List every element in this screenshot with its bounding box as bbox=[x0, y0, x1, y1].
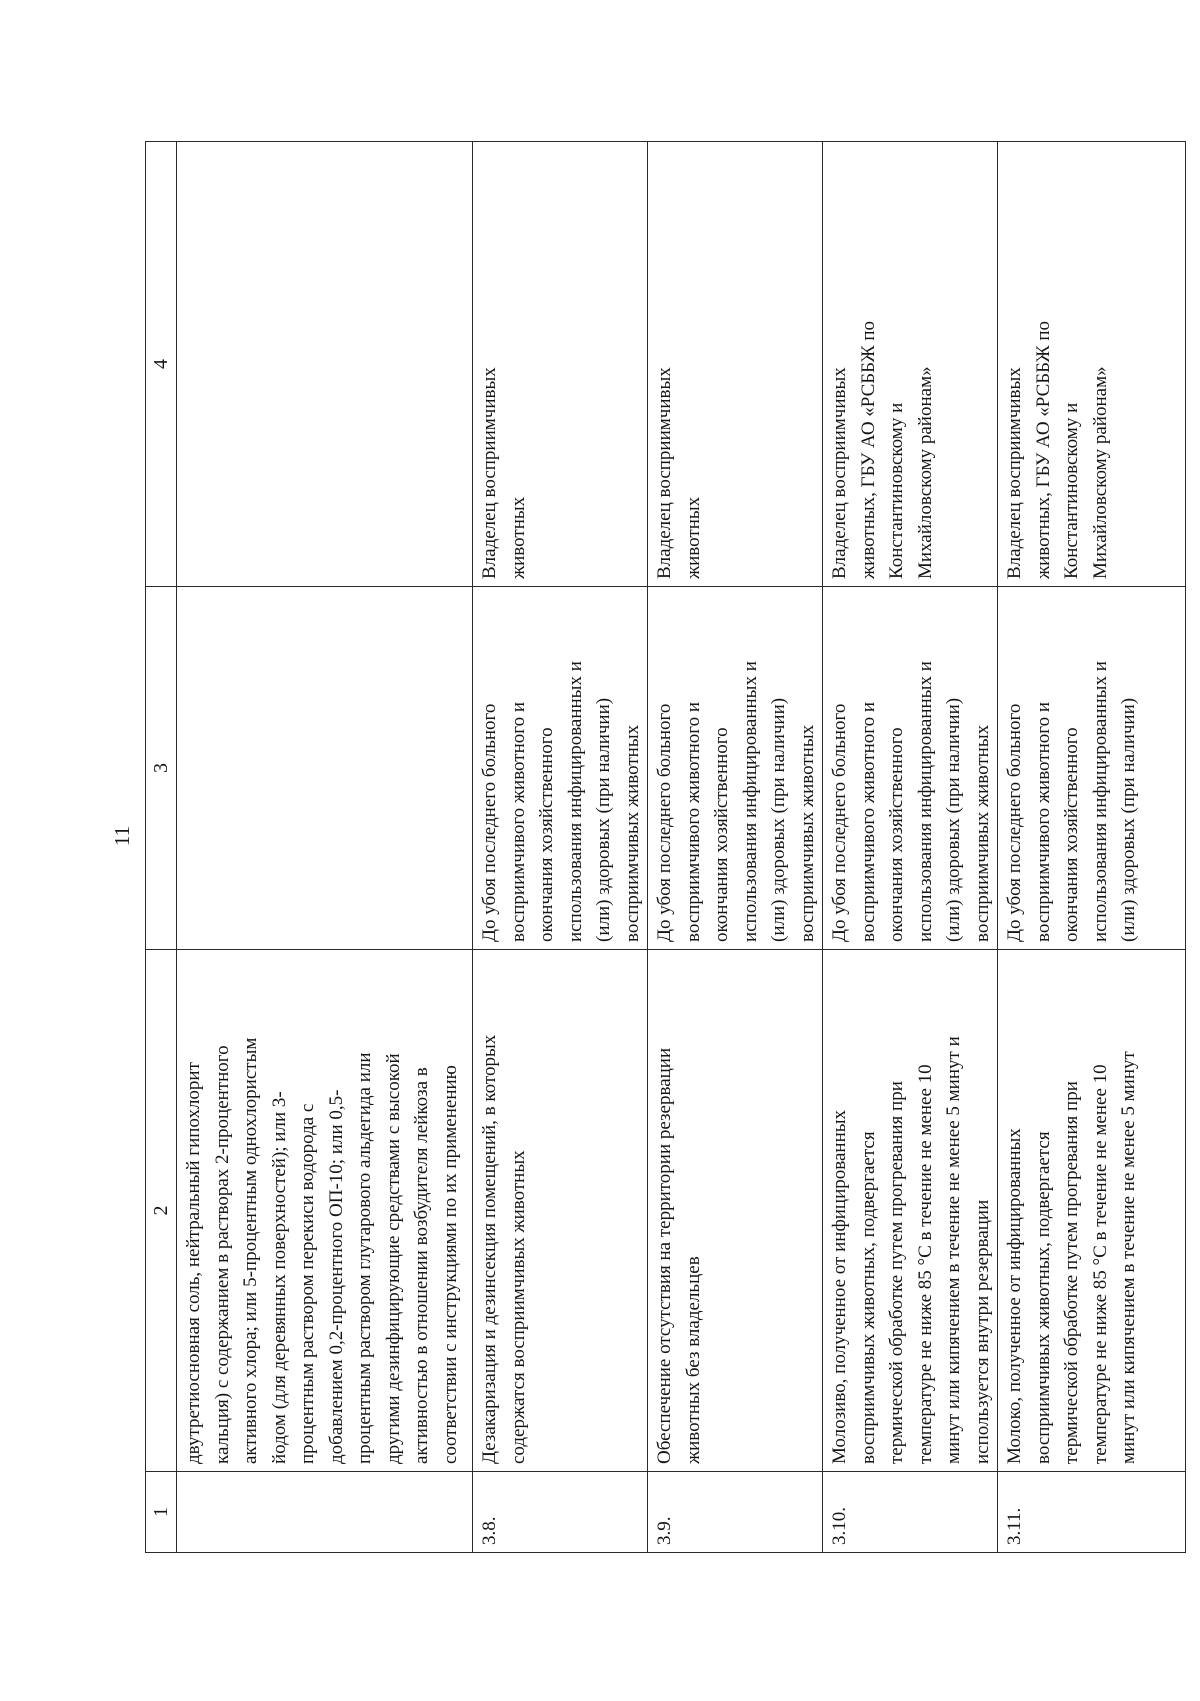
responsible-cell: Владелец восприимчивых животных bbox=[648, 142, 823, 587]
table-row bbox=[473, 142, 648, 1553]
deadline-cell: До убоя последнего больного восприимчивого животного и окончания хозяйственного использования инфицированных и (или) здоровых (при наличии) восприимчивых животных bbox=[648, 587, 823, 950]
column-header-2: 2 bbox=[146, 950, 177, 1472]
measure-cell: Обеспечение отсутствия на территории резервации животных без владельцев bbox=[648, 950, 823, 1472]
table-row bbox=[998, 142, 1186, 1553]
table-header-row bbox=[146, 142, 177, 1553]
responsible-cell: Владелец восприимчивых животных, ГБУ АО «РСББЖ по Константиновскому и Михайловскому районам» bbox=[998, 142, 1186, 587]
measures-table bbox=[145, 141, 1186, 1553]
row-number-cell: 3.8. bbox=[473, 1472, 648, 1553]
responsible-cell: Владелец восприимчивых животных, ГБУ АО «РСББЖ по Константиновскому и Михайловскому районам» bbox=[823, 142, 998, 587]
deadline-cell: До убоя последнего больного восприимчивого животного и окончания хозяйственного использования инфицированных и (или) здоровых (при наличии) bbox=[998, 587, 1186, 950]
row-number-cell bbox=[177, 1472, 473, 1553]
column-header-1: 1 bbox=[146, 1472, 177, 1553]
measure-cell: Молоко, полученное от инфицированных восприимчивых животных, подвергается термической обработке путем прогревания при температуре не ниже 85 °С в течение не менее 10 минут или кипячением в течение не менее 5 минут bbox=[998, 950, 1186, 1472]
measure-cell: двутретиосновная соль, нейтральный гипохлорит кальция) с содержанием в растворах 2-процентного активного хлора; или 5-процентным однохлористым йодом (для деревянных поверхностей); или 3- процентным раствором перекиси водорода с добавлением 0,2-процентного ОП-10; или 0,5- процентным раствором глутарового альдегида или другими дезинфицирующие средствами с высокой активностью в отношении возбудителя лейкоза в соответствии с инструкциями по их применению bbox=[177, 950, 473, 1472]
deadline-cell: До убоя последнего больного восприимчивого животного и окончания хозяйственного использования инфицированных и (или) здоровых (при наличии) восприимчивых животных bbox=[473, 587, 648, 950]
column-header-3: 3 bbox=[146, 587, 177, 950]
deadline-cell bbox=[177, 587, 473, 950]
measure-cell: Дезакаризация и дезинсекция помещений, в которых содержатся восприимчивых животных bbox=[473, 950, 648, 1472]
table-row bbox=[177, 142, 473, 1553]
rotated-table-wrapper bbox=[145, 142, 1150, 1553]
row-number-cell: 3.11. bbox=[998, 1472, 1186, 1553]
page-number: 11 bbox=[110, 825, 134, 847]
responsible-cell bbox=[177, 142, 473, 587]
table-row bbox=[823, 142, 998, 1553]
measure-cell: Молозиво, полученное от инфицированных восприимчивых животных, подвергается термической обработке путем прогревания при температуре не ниже 85 °С в течение не менее 10 минут или кипячением в течение не менее 5 минут и используется внутри резервации bbox=[823, 950, 998, 1472]
responsible-cell: Владелец восприимчивых животных bbox=[473, 142, 648, 587]
row-number-cell: 3.10. bbox=[823, 1472, 998, 1553]
table-row bbox=[648, 142, 823, 1553]
column-header-4: 4 bbox=[146, 142, 177, 587]
row-number-cell: 3.9. bbox=[648, 1472, 823, 1553]
deadline-cell: До убоя последнего больного восприимчивого животного и окончания хозяйственного использования инфицированных и (или) здоровых (при наличии) восприимчивых животных bbox=[823, 587, 998, 950]
